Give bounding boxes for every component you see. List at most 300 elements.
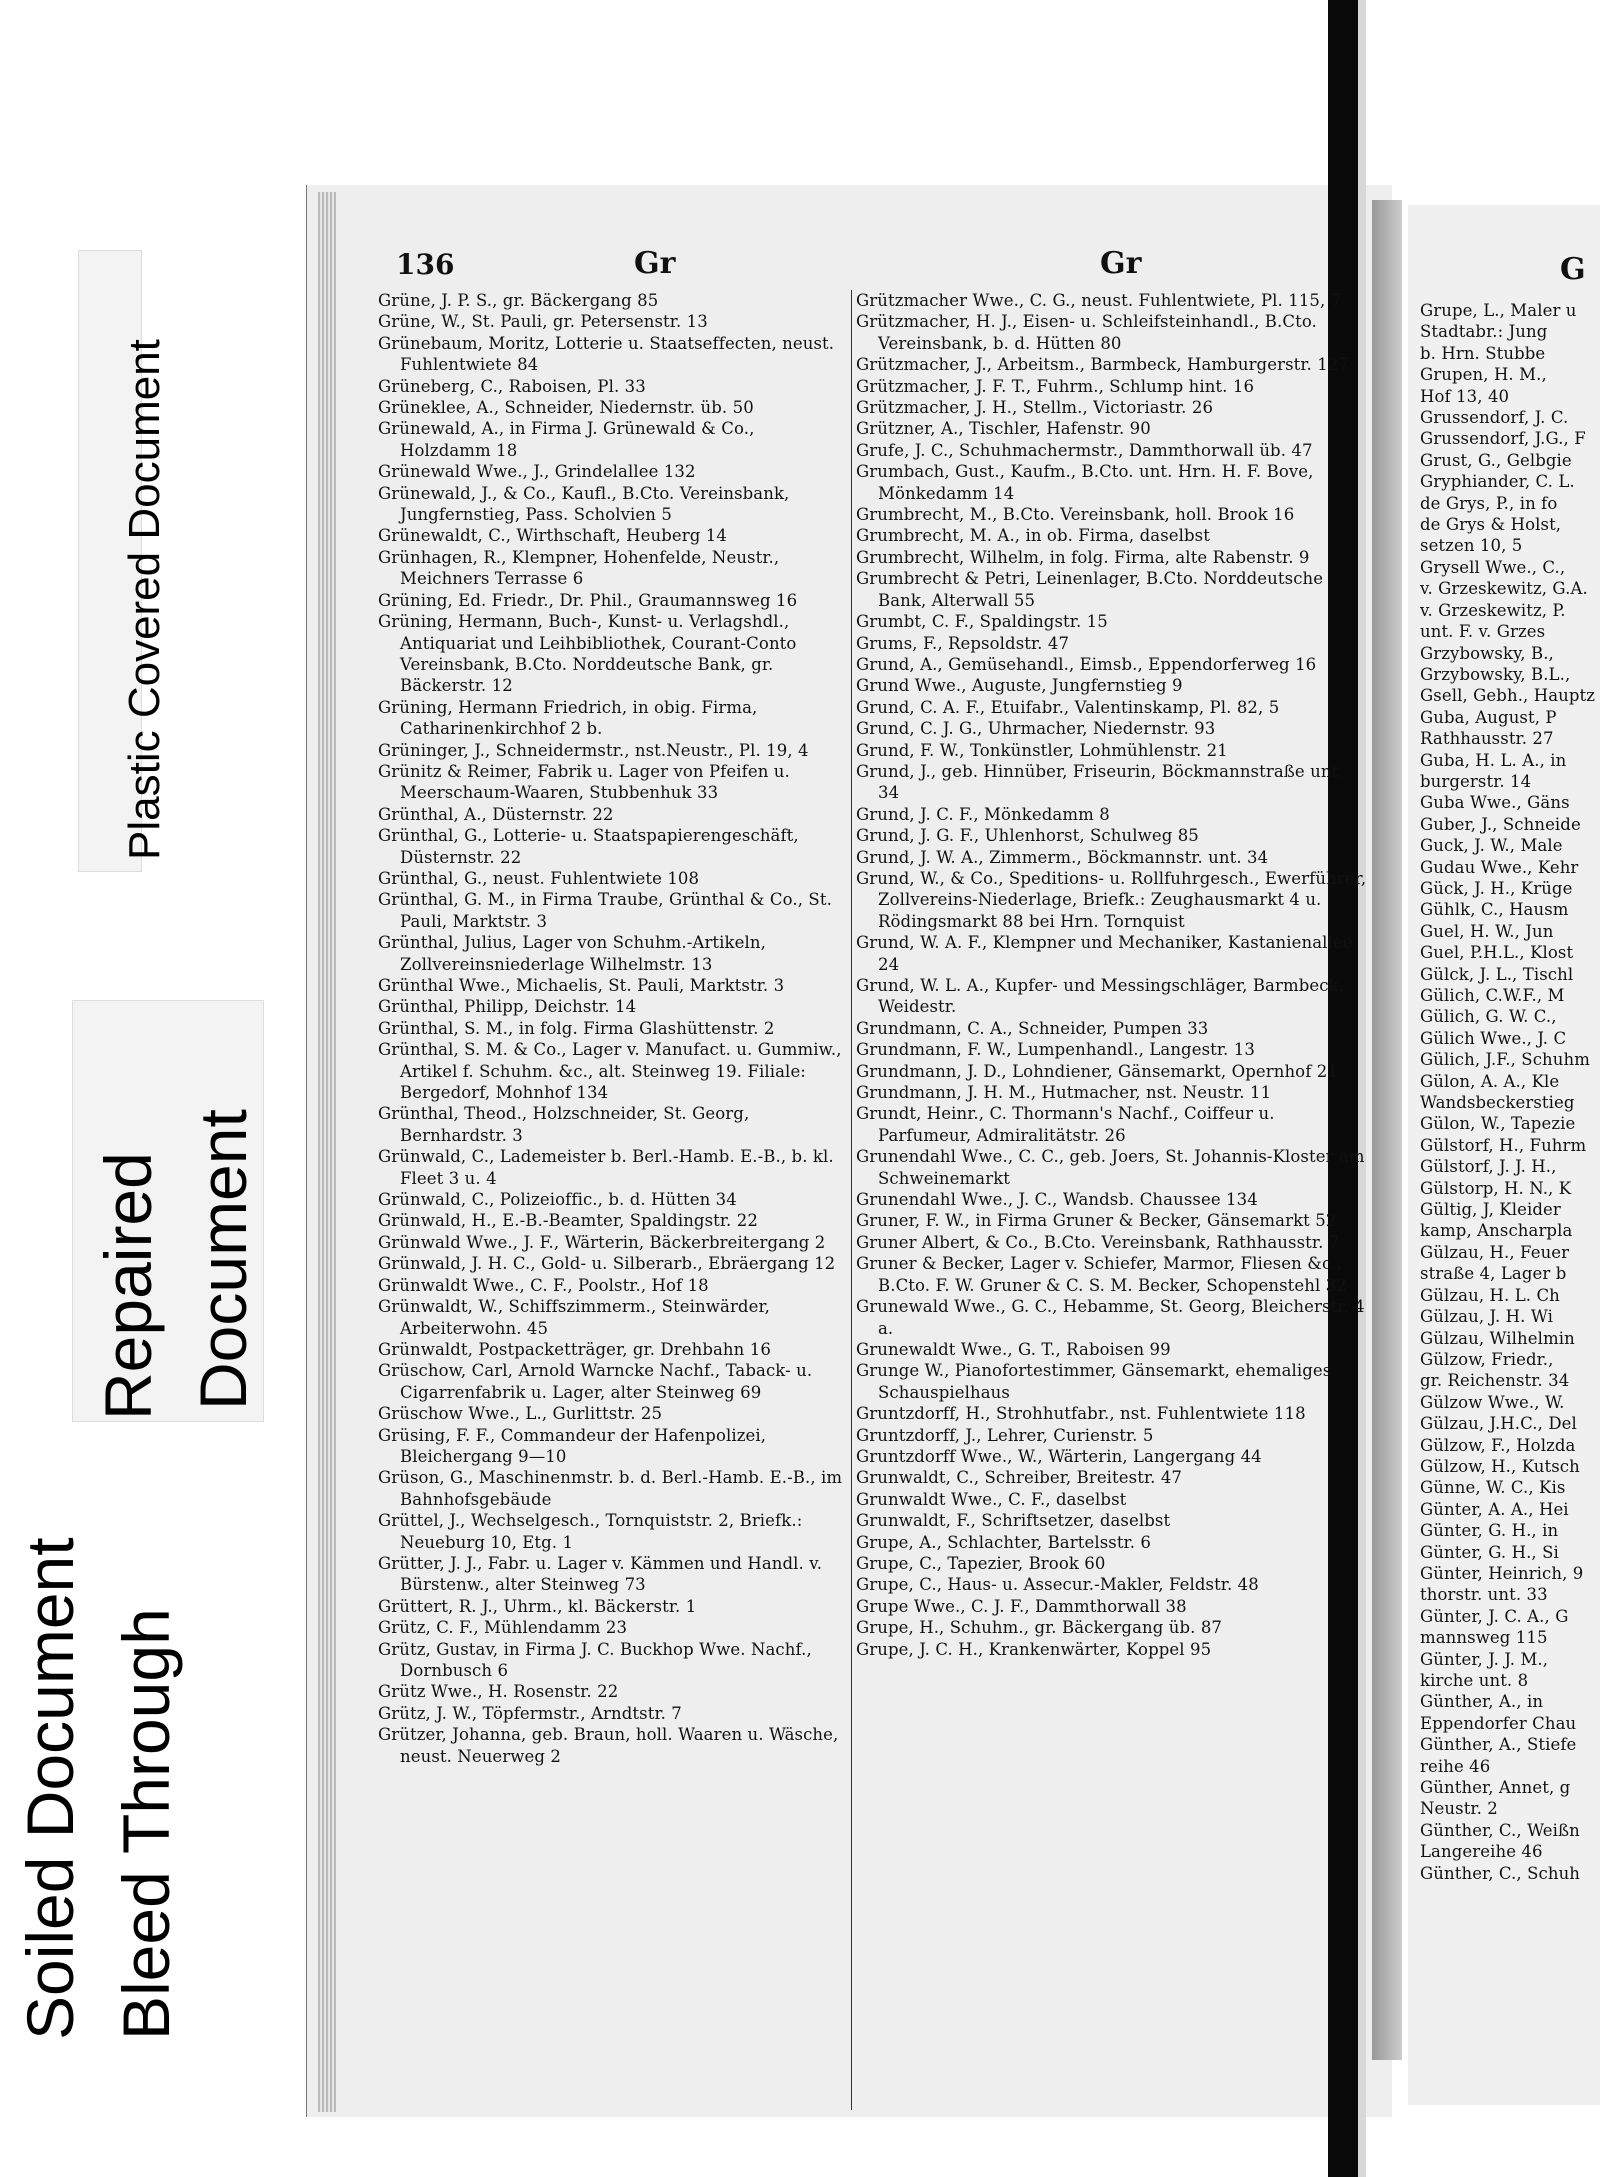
entry-text: Grüttel, J., Wechselgesch., Tornquiststr. 2, Briefk.: Neueburg 10, Etg. 1	[378, 1511, 808, 1552]
entry-text: Grützmacher, H. J., Eisen- u. Schleifsteinhandl., B.Cto. Vereinsbank, b. d. Hütten 80	[856, 312, 1323, 353]
directory-entry	[378, 311, 848, 332]
directory-entry	[1420, 921, 1600, 942]
directory-entry	[1420, 1156, 1600, 1177]
entry-text: Grunwaldt Wwe., C. F., daselbst	[856, 1489, 1127, 1509]
directory-entry	[1420, 1820, 1600, 1841]
directory-entry	[378, 1360, 848, 1403]
directory-entry	[378, 1339, 848, 1360]
directory-entry	[1420, 1328, 1600, 1349]
directory-entry	[1420, 1370, 1600, 1391]
entry-text: Gülzau, J.H.C., Del	[1420, 1414, 1577, 1434]
directory-entry	[1420, 814, 1600, 835]
directory-entry	[856, 547, 1368, 568]
entry-text: v. Grzeskewitz, G.A.	[1420, 579, 1588, 599]
directory-entry	[856, 1553, 1368, 1574]
entry-text: Gülstorf, H., Fuhrm	[1420, 1135, 1587, 1155]
directory-entry	[856, 311, 1368, 354]
entry-text: Grütz, C. F., Mühlendamm 23	[378, 1618, 628, 1638]
entry-text: Guel, H. W., Jun	[1420, 921, 1554, 941]
directory-entry	[856, 1617, 1368, 1638]
entry-text: Gülich, G. W. C.,	[1420, 1007, 1557, 1027]
entry-text: Grünewald Wwe., J., Grindelallee 132	[378, 462, 696, 482]
directory-entry	[1420, 1670, 1600, 1691]
directory-entry	[1420, 792, 1600, 813]
entry-text: Eppendorfer Chau	[1420, 1713, 1577, 1733]
directory-entry	[856, 354, 1368, 375]
entry-text: Grüttert, R. J., Uhrm., kl. Bäckerstr. 1	[378, 1596, 697, 1616]
directory-entry	[1420, 514, 1600, 535]
entry-text: mannsweg 115	[1420, 1628, 1548, 1648]
directory-entry	[378, 1039, 848, 1103]
entry-text: Grünebaum, Moritz, Lotterie u. Staatseffecten, neust. Fuhlentwiete 84	[378, 333, 840, 375]
directory-entry	[378, 1510, 848, 1553]
entry-text: Grund, F. W., Tonkünstler, Lohmühlenstr. 21	[856, 740, 1228, 760]
directory-entry	[856, 525, 1368, 546]
directory-entry	[856, 718, 1368, 739]
directory-entry	[378, 1596, 848, 1617]
entry-text: Grünthal, Theod., Holzschneider, St. Georg, Bernhardstr. 3	[378, 1104, 755, 1145]
entry-text: Gühlk, C., Hausm	[1420, 900, 1569, 920]
entry-text: Grund, J. C. F., Mönkedamm 8	[856, 804, 1110, 824]
directory-entry	[378, 868, 848, 889]
entry-text: Gruntzdorff, H., Strohhutfabr., nst. Fuhlentwiete 118	[856, 1404, 1306, 1424]
directory-entry	[856, 1532, 1368, 1553]
entry-text: Grund, C. A. F., Etuifabr., Valentinskamp, Pl. 82, 5	[856, 697, 1280, 717]
directory-entry	[378, 547, 848, 590]
directory-entry	[1420, 450, 1600, 471]
directory-entry	[856, 1210, 1368, 1231]
entry-text: Grufe, J. C., Schuhmachermstr., Dammthorwall üb. 47	[856, 440, 1313, 460]
entry-text: Wandsbeckerstieg	[1420, 1093, 1575, 1113]
directory-entry	[856, 1639, 1368, 1660]
directory-entry	[378, 1425, 848, 1468]
directory-entry	[856, 1039, 1368, 1060]
entry-text: Grums, F., Repsoldstr. 47	[856, 633, 1070, 653]
directory-entry	[1420, 407, 1600, 428]
entry-text: Grüninger, J., Schneidermstr., nst.Neustr., Pl. 19, 4	[378, 740, 809, 760]
directory-entry	[856, 633, 1368, 654]
directory-entry	[856, 654, 1368, 675]
entry-text: Grüsing, F. F., Commandeur der Hafenpolizei, Bleichergang 9—10	[378, 1425, 772, 1466]
entry-text: Grysell Wwe., C.,	[1420, 557, 1566, 577]
entry-text: kirche unt. 8	[1420, 1671, 1529, 1690]
directory-entry	[856, 1253, 1368, 1296]
entry-text: Gruntzdorff, J., Lehrer, Curienstr. 5	[856, 1425, 1154, 1445]
entry-text: Grunwaldt, C., Schreiber, Breitestr. 47	[856, 1468, 1183, 1488]
directory-entry	[378, 996, 848, 1017]
entry-text: Grütz, J. W., Töpfermstr., Arndtstr. 7	[378, 1703, 682, 1723]
directory-entry	[378, 1296, 848, 1339]
directory-entry	[378, 932, 848, 975]
directory-entry	[856, 461, 1368, 504]
directory-entry	[378, 611, 848, 697]
directory-entry	[1420, 535, 1600, 556]
directory-entry	[1420, 1520, 1600, 1541]
entry-text: kamp, Anscharpla	[1420, 1221, 1573, 1241]
entry-text: Grünwald, J. H. C., Gold- u. Silberarb., Ebräergang 12	[378, 1254, 836, 1274]
directory-entry	[856, 868, 1372, 932]
column-divider	[851, 290, 852, 2110]
entry-text: Grünwald, C., Polizeioffic., b. d. Hütten 34	[378, 1190, 737, 1210]
entry-text: Grünewaldt, C., Wirthschaft, Heuberg 14	[378, 526, 727, 546]
entry-text: Grund Wwe., Auguste, Jungfernstieg 9	[856, 676, 1183, 696]
directory-entry	[1420, 899, 1600, 920]
directory-entry	[856, 1510, 1368, 1531]
entry-text: Grumbrecht & Petri, Leinenlager, B.Cto. Norddeutsche Bank, Alterwall 55	[856, 569, 1329, 610]
directory-entry	[856, 847, 1368, 868]
entry-text: Grund, C. J. G., Uhrmacher, Niedernstr. 93	[856, 719, 1216, 739]
directory-entry	[856, 418, 1368, 439]
entry-text: Günther, A., Stiefe	[1420, 1735, 1577, 1755]
entry-text: Grütz, Gustav, in Firma J. C. Buckhop Wwe. Nachf., Dornbusch 6	[378, 1639, 818, 1680]
directory-entry	[856, 804, 1368, 825]
directory-entry	[856, 1596, 1368, 1617]
directory-entry	[378, 461, 848, 482]
directory-entry	[856, 697, 1368, 718]
directory-entry	[378, 1232, 848, 1253]
entry-text: Grütz Wwe., H. Rosenstr. 22	[378, 1682, 619, 1702]
entry-text: Grunendahl Wwe., J. C., Wandsb. Chaussee 134	[856, 1190, 1258, 1210]
entry-text: Grüschow Wwe., L., Gurlittstr. 25	[378, 1404, 663, 1424]
directory-entry	[856, 1232, 1368, 1253]
entry-text: de Grys & Holst,	[1420, 515, 1562, 535]
directory-entry	[1420, 1584, 1600, 1605]
directory-entry	[378, 1467, 848, 1510]
entry-text: Gülck, J. L., Tischl	[1420, 964, 1574, 984]
entry-text: Neustr. 2	[1420, 1799, 1498, 1819]
directory-entry	[1420, 1049, 1600, 1070]
entry-text: Grünthal, Philipp, Deichstr. 14	[378, 997, 637, 1017]
entry-text: de Grys, P., in fo	[1420, 493, 1558, 513]
directory-entry	[1420, 1220, 1600, 1241]
directory-entry	[378, 1681, 848, 1702]
directory-entry	[378, 761, 848, 804]
directory-entry	[1420, 321, 1600, 342]
entry-text: Grumbrecht, M. A., in ob. Firma, daselbst	[856, 526, 1210, 546]
directory-entry	[1420, 878, 1600, 899]
entry-text: Gülzow, H., Kutsch	[1420, 1456, 1580, 1476]
directory-entry	[378, 889, 848, 932]
directory-entry	[378, 333, 848, 376]
entry-text: Grust, G., Gelbgie	[1420, 450, 1572, 470]
directory-entry	[378, 290, 848, 311]
entry-text: Guel, P.H.L., Klost	[1420, 943, 1574, 963]
entry-text: Gülzau, J. H. Wi	[1420, 1307, 1553, 1327]
entry-text: Grünwald, C., Lademeister b. Berl.-Hamb. E.-B., b. kl. Fleet 3 u. 4	[378, 1147, 840, 1188]
directory-entry	[1420, 1435, 1600, 1456]
entry-text: Gryphiander, C. L.	[1420, 472, 1575, 492]
directory-entry	[1420, 942, 1600, 963]
entry-text: Grüson, G., Maschinenmstr. b. d. Berl.-Hamb. E.-B., im Bahnhofsgebäude	[378, 1468, 848, 1509]
entry-text: Gruner & Becker, Lager v. Schiefer, Marmor, Fliesen &c., B.Cto. F. W. Gruner & C. S. M. Becker, Schopenstehl 32	[856, 1254, 1348, 1295]
directory-entry	[378, 1018, 848, 1039]
entry-text: Günter, Heinrich, 9	[1420, 1563, 1584, 1583]
directory-entry	[1420, 857, 1600, 878]
directory-entry	[1420, 1028, 1600, 1049]
entry-text: Guba, August, P	[1420, 707, 1557, 727]
entry-text: Grupe, A., Schlachter, Bartelsstr. 6	[856, 1532, 1152, 1552]
directory-entry	[378, 1617, 848, 1638]
directory-entry	[856, 1467, 1368, 1488]
directory-entry	[856, 740, 1368, 761]
directory-entry	[378, 1703, 848, 1724]
entry-text: Grünwald Wwe., J. F., Wärterin, Bäckerbreitergang 2	[378, 1232, 826, 1252]
directory-entry	[856, 1082, 1368, 1103]
directory-entry	[856, 1061, 1368, 1082]
directory-entry	[378, 1210, 848, 1231]
entry-text: Gülzau, H. L. Ch	[1420, 1285, 1560, 1305]
entry-text: Grützmacher, J. H., Stellm., Victoriastr. 26	[856, 398, 1214, 418]
entry-text: Günne, W. C., Kis	[1420, 1478, 1566, 1498]
directory-entry	[378, 397, 848, 418]
book-gutter	[1372, 200, 1402, 2060]
entry-text: Grupe, H., Schuhm., gr. Bäckergang üb. 87	[856, 1618, 1223, 1638]
directory-entry	[1420, 471, 1600, 492]
entry-text: Grupe, C., Tapezier, Brook 60	[856, 1553, 1106, 1573]
entry-text: Grützmacher, J., Arbeitsm., Barmbeck, Hamburgerstr. 127	[856, 355, 1350, 375]
entry-text: Gudau Wwe., Kehr	[1420, 857, 1579, 877]
directory-entry	[856, 611, 1368, 632]
entry-text: Gülzau, H., Feuer	[1420, 1242, 1570, 1262]
directory-entry	[1420, 1606, 1600, 1627]
entry-text: Grünwaldt, W., Schiffszimmerm., Steinwärder, Arbeiterwohn. 45	[378, 1297, 776, 1338]
directory-entry	[1420, 1456, 1600, 1477]
entry-text: Grüne, J. P. S., gr. Bäckergang 85	[378, 291, 659, 310]
directory-entry	[856, 397, 1368, 418]
entry-text: Grunwaldt, F., Schriftsetzer, daselbst	[856, 1511, 1171, 1531]
directory-entry	[856, 1360, 1368, 1403]
entry-text: Grundmann, C. A., Schneider, Pumpen 33	[856, 1018, 1209, 1038]
directory-column-right	[856, 290, 1372, 1660]
entry-text: Rathhausstr. 27	[1420, 729, 1554, 749]
directory-entry	[1420, 728, 1600, 749]
entry-text: Guck, J. W., Male	[1420, 836, 1563, 856]
entry-text: Stadtabr.: Jung	[1420, 322, 1548, 342]
entry-text: Grüning, Ed. Friedr., Dr. Phil., Graumannsweg 16	[378, 590, 798, 610]
entry-text: Gülstorp, H. N., K	[1420, 1178, 1572, 1198]
entry-text: Grupe, C., Haus- u. Assecur.-Makler, Feldstr. 48	[856, 1575, 1259, 1595]
directory-entry	[378, 975, 848, 996]
entry-text: Gück, J. H., Krüge	[1420, 878, 1573, 898]
directory-entry	[378, 1553, 848, 1596]
entry-text: Grünthal, S. M. & Co., Lager v. Manufact. u. Gummiw., Artikel f. Schuhm. &c., alt. Steinweg 19. Filiale: Bergedorf, Mohnhof 134	[378, 1040, 847, 1103]
soiled-document-label: Soiled Document	[13, 1537, 87, 2040]
entry-text: Gruntzdorff Wwe., W., Wärterin, Langergang 44	[856, 1446, 1262, 1466]
entry-text: Grünitz & Reimer, Fabrik u. Lager von Pfeifen u. Meerschaum-Waaren, Stubbenhuk 33	[378, 761, 796, 803]
directory-entry	[1420, 835, 1600, 856]
directory-entry	[378, 525, 848, 546]
repaired-label-line1: Repaired	[91, 1152, 165, 1420]
directory-entry	[856, 504, 1368, 525]
entry-text: gr. Reichenstr. 34	[1420, 1371, 1570, 1391]
directory-entry	[1420, 1499, 1600, 1520]
page-edges	[318, 192, 336, 2112]
directory-entry	[1420, 1178, 1600, 1199]
next-page-column	[1420, 300, 1600, 1884]
entry-text: Grupe, L., Maler u	[1420, 301, 1577, 320]
entry-text: Günther, C., Weißn	[1420, 1820, 1580, 1840]
directory-entry	[1420, 1841, 1600, 1862]
entry-text: Grumbach, Gust., Kaufm., B.Cto. unt. Hrn. H. F. Bove, Mönkedamm 14	[856, 462, 1319, 503]
entry-text: Grund, J., geb. Hinnüber, Friseurin, Böckmannstraße unt. 34	[856, 761, 1349, 803]
entry-text: Gsell, Gebh., Hauptz	[1420, 686, 1596, 706]
directory-entry	[856, 932, 1368, 975]
directory-entry	[856, 568, 1368, 611]
entry-text: Gülzow, Friedr.,	[1420, 1349, 1554, 1369]
next-page-header: G	[1560, 252, 1586, 287]
directory-entry	[1420, 1349, 1600, 1370]
directory-entry	[1420, 771, 1600, 792]
directory-entry	[378, 418, 848, 461]
entry-text: Grussendorf, J.G., F	[1420, 429, 1586, 449]
entry-text: setzen 10, 5	[1420, 536, 1523, 556]
directory-entry	[378, 825, 848, 868]
entry-text: Grünthal, S. M., in folg. Firma Glashüttenstr. 2	[378, 1018, 775, 1038]
directory-entry	[1420, 1392, 1600, 1413]
directory-entry	[1420, 621, 1600, 642]
directory-entry	[1420, 1798, 1600, 1819]
directory-entry	[856, 975, 1368, 1018]
directory-entry	[1420, 1242, 1600, 1263]
directory-entry	[1420, 1777, 1600, 1798]
directory-entry	[378, 483, 848, 526]
directory-entry	[856, 1103, 1368, 1146]
directory-entry	[856, 1425, 1368, 1446]
directory-entry	[1420, 1649, 1600, 1670]
entry-text: Grupe, J. C. H., Krankenwärter, Koppel 95	[856, 1639, 1212, 1659]
directory-entry	[856, 376, 1368, 397]
entry-text: Gülzow Wwe., W.	[1420, 1392, 1565, 1412]
entry-text: Grützmacher, J. F. T., Fuhrm., Schlump hint. 16	[856, 376, 1255, 396]
directory-entry	[378, 1639, 848, 1682]
page-header-right: Gr	[1100, 246, 1142, 281]
directory-entry	[378, 376, 848, 397]
directory-entry	[1420, 600, 1600, 621]
directory-entry	[1420, 964, 1600, 985]
entry-text: Günther, Annet, g	[1420, 1778, 1571, 1798]
entry-text: Grünhagen, R., Klempner, Hohenfelde, Neustr., Meichners Terrasse 6	[378, 547, 785, 589]
entry-text: Gülich Wwe., J. C	[1420, 1028, 1567, 1048]
entry-text: thorstr. unt. 33	[1420, 1585, 1548, 1605]
entry-text: Grünwaldt, Postpacketträger, gr. Drehbahn 16	[378, 1339, 771, 1359]
page-number: 136	[396, 248, 455, 281]
entry-text: burgerstr. 14	[1420, 771, 1532, 791]
entry-text: Grumbrecht, M., B.Cto. Vereinsbank, holl. Brook 16	[856, 505, 1295, 525]
entry-text: Günther, C., Schuh	[1420, 1863, 1581, 1883]
directory-entry	[1420, 1413, 1600, 1434]
entry-text: Grünewald, A., in Firma J. Grünewald & Co., Holzdamm 18	[378, 419, 760, 460]
entry-text: Grussendorf, J. C.	[1420, 408, 1569, 428]
entry-text: Günther, A., in	[1420, 1692, 1544, 1712]
directory-entry	[1420, 643, 1600, 664]
directory-entry	[856, 1146, 1368, 1189]
entry-text: Grüneberg, C., Raboisen, Pl. 33	[378, 376, 646, 396]
directory-entry	[856, 1296, 1371, 1339]
entry-text: Grünthal, G., neust. Fuhlentwiete 108	[378, 868, 700, 888]
directory-entry	[1420, 300, 1600, 321]
entry-text: Grzybowsky, B.,	[1420, 643, 1554, 663]
entry-text: Grünewald, J., & Co., Kaufl., B.Cto. Vereinsbank, Jungfernstieg, Pass. Scholvien 5	[378, 483, 795, 525]
entry-text: Grumbrecht, Wilhelm, in folg. Firma, alte Rabenstr. 9	[856, 547, 1310, 567]
entry-text: Langereihe 46	[1420, 1842, 1543, 1862]
entry-text: Gülon, A. A., Kle	[1420, 1071, 1560, 1091]
page-header-left: Gr	[634, 246, 676, 281]
entry-text: Grüning, Hermann, Buch-, Kunst- u. Verlagshdl., Antiquariat und Leihbibliothek, Courant-Conto Vereinsbank, B.Cto. Norddeutsche Bank, gr. Bäckerstr. 12	[378, 612, 802, 696]
directory-entry	[1420, 364, 1600, 385]
entry-text: Gülich, C.W.F., M	[1420, 986, 1565, 1005]
entry-text: Gülon, W., Tapezie	[1420, 1114, 1576, 1134]
entry-text: Grünthal, Julius, Lager von Schuhm.-Artikeln, Zollvereinsniederlage Wilhelmstr. 13	[378, 933, 772, 974]
entry-text: Günter, J. J. M.,	[1420, 1649, 1549, 1669]
directory-entry	[1420, 1199, 1600, 1220]
entry-text: Grund, W. L. A., Kupfer- und Messingschläger, Barmbeck, Weidestr.	[856, 976, 1350, 1017]
directory-entry	[1420, 1135, 1600, 1156]
directory-entry	[856, 440, 1368, 461]
directory-entry	[1420, 1113, 1600, 1134]
directory-entry	[378, 1275, 848, 1296]
entry-text: Grützer, Johanna, geb. Braun, holl. Waaren u. Wäsche, neust. Neuerweg 2	[378, 1725, 844, 1766]
directory-entry	[1420, 428, 1600, 449]
directory-entry	[1420, 1306, 1600, 1327]
entry-text: Grütter, J. J., Fabr. u. Lager v. Kämmen und Handl. v. Bürstenw., alter Steinweg 73	[378, 1553, 828, 1595]
entry-text: Grüne, W., St. Pauli, gr. Petersenstr. 13	[378, 312, 708, 332]
entry-text: Grünthal Wwe., Michaelis, St. Pauli, Marktstr. 3	[378, 976, 785, 995]
entry-text: Günter, A. A., Hei	[1420, 1499, 1569, 1519]
entry-text: Guber, J., Schneide	[1420, 814, 1581, 834]
entry-text: Grupen, H. M.,	[1420, 365, 1547, 385]
directory-entry	[856, 1018, 1368, 1039]
entry-text: Grund, W. A. F., Klempner und Mechaniker, Kastanienallee 24	[856, 933, 1358, 974]
directory-entry	[378, 1724, 848, 1767]
bleed-through-label: Bleed Through	[109, 1608, 183, 2040]
directory-entry	[1420, 493, 1600, 514]
directory-entry	[1420, 1477, 1600, 1498]
directory-entry	[378, 1103, 848, 1146]
entry-text: Gülzow, F., Holzda	[1420, 1435, 1576, 1455]
entry-text: Grünthal, G. M., in Firma Traube, Grünthal & Co., St. Pauli, Marktstr. 3	[378, 890, 838, 931]
directory-entry	[856, 1446, 1368, 1467]
entry-text: reihe 46	[1420, 1756, 1491, 1776]
directory-entry	[1420, 1285, 1600, 1306]
directory-entry	[1420, 1734, 1600, 1755]
directory-entry	[856, 675, 1368, 696]
directory-entry	[1420, 557, 1600, 578]
entry-text: Grunewald Wwe., G. C., Hebamme, St. Georg, Bleicherstr. 4 a.	[856, 1297, 1371, 1338]
entry-text: Grund, J. W. A., Zimmerm., Böckmannstr. unt. 34	[856, 847, 1269, 867]
directory-entry	[378, 1189, 848, 1210]
directory-entry	[1420, 386, 1600, 407]
entry-text: b. Hrn. Stubbe	[1420, 343, 1546, 363]
directory-entry	[856, 1339, 1368, 1360]
directory-entry	[378, 804, 848, 825]
directory-entry	[378, 590, 848, 611]
directory-entry	[1420, 985, 1600, 1006]
entry-text: Guba Wwe., Gäns	[1420, 793, 1570, 813]
entry-text: Günter, J. C. A., G	[1420, 1606, 1569, 1626]
directory-entry	[1420, 1691, 1600, 1712]
entry-text: Gülstorf, J. J. H.,	[1420, 1157, 1557, 1177]
directory-entry	[378, 697, 848, 740]
entry-text: Grumbt, C. F., Spaldingstr. 15	[856, 612, 1108, 632]
entry-text: Grund, W., & Co., Speditions- u. Rollfuhrgesch., Ewerführer, Zollvereins-Niederlage, Briefk.: Zeughausmarkt 4 u. Rödingsmarkt 88 bei Hrn. Tornquist	[856, 868, 1372, 931]
entry-text: Grüneklee, A., Schneider, Niedernstr. üb. 50	[378, 398, 754, 418]
directory-entry	[378, 1146, 848, 1189]
directory-entry	[378, 740, 848, 761]
entry-text: unt. F. v. Grzes	[1420, 622, 1546, 642]
directory-entry	[856, 761, 1368, 804]
directory-entry	[1420, 664, 1600, 685]
entry-text: straße 4, Lager b	[1420, 1264, 1567, 1284]
